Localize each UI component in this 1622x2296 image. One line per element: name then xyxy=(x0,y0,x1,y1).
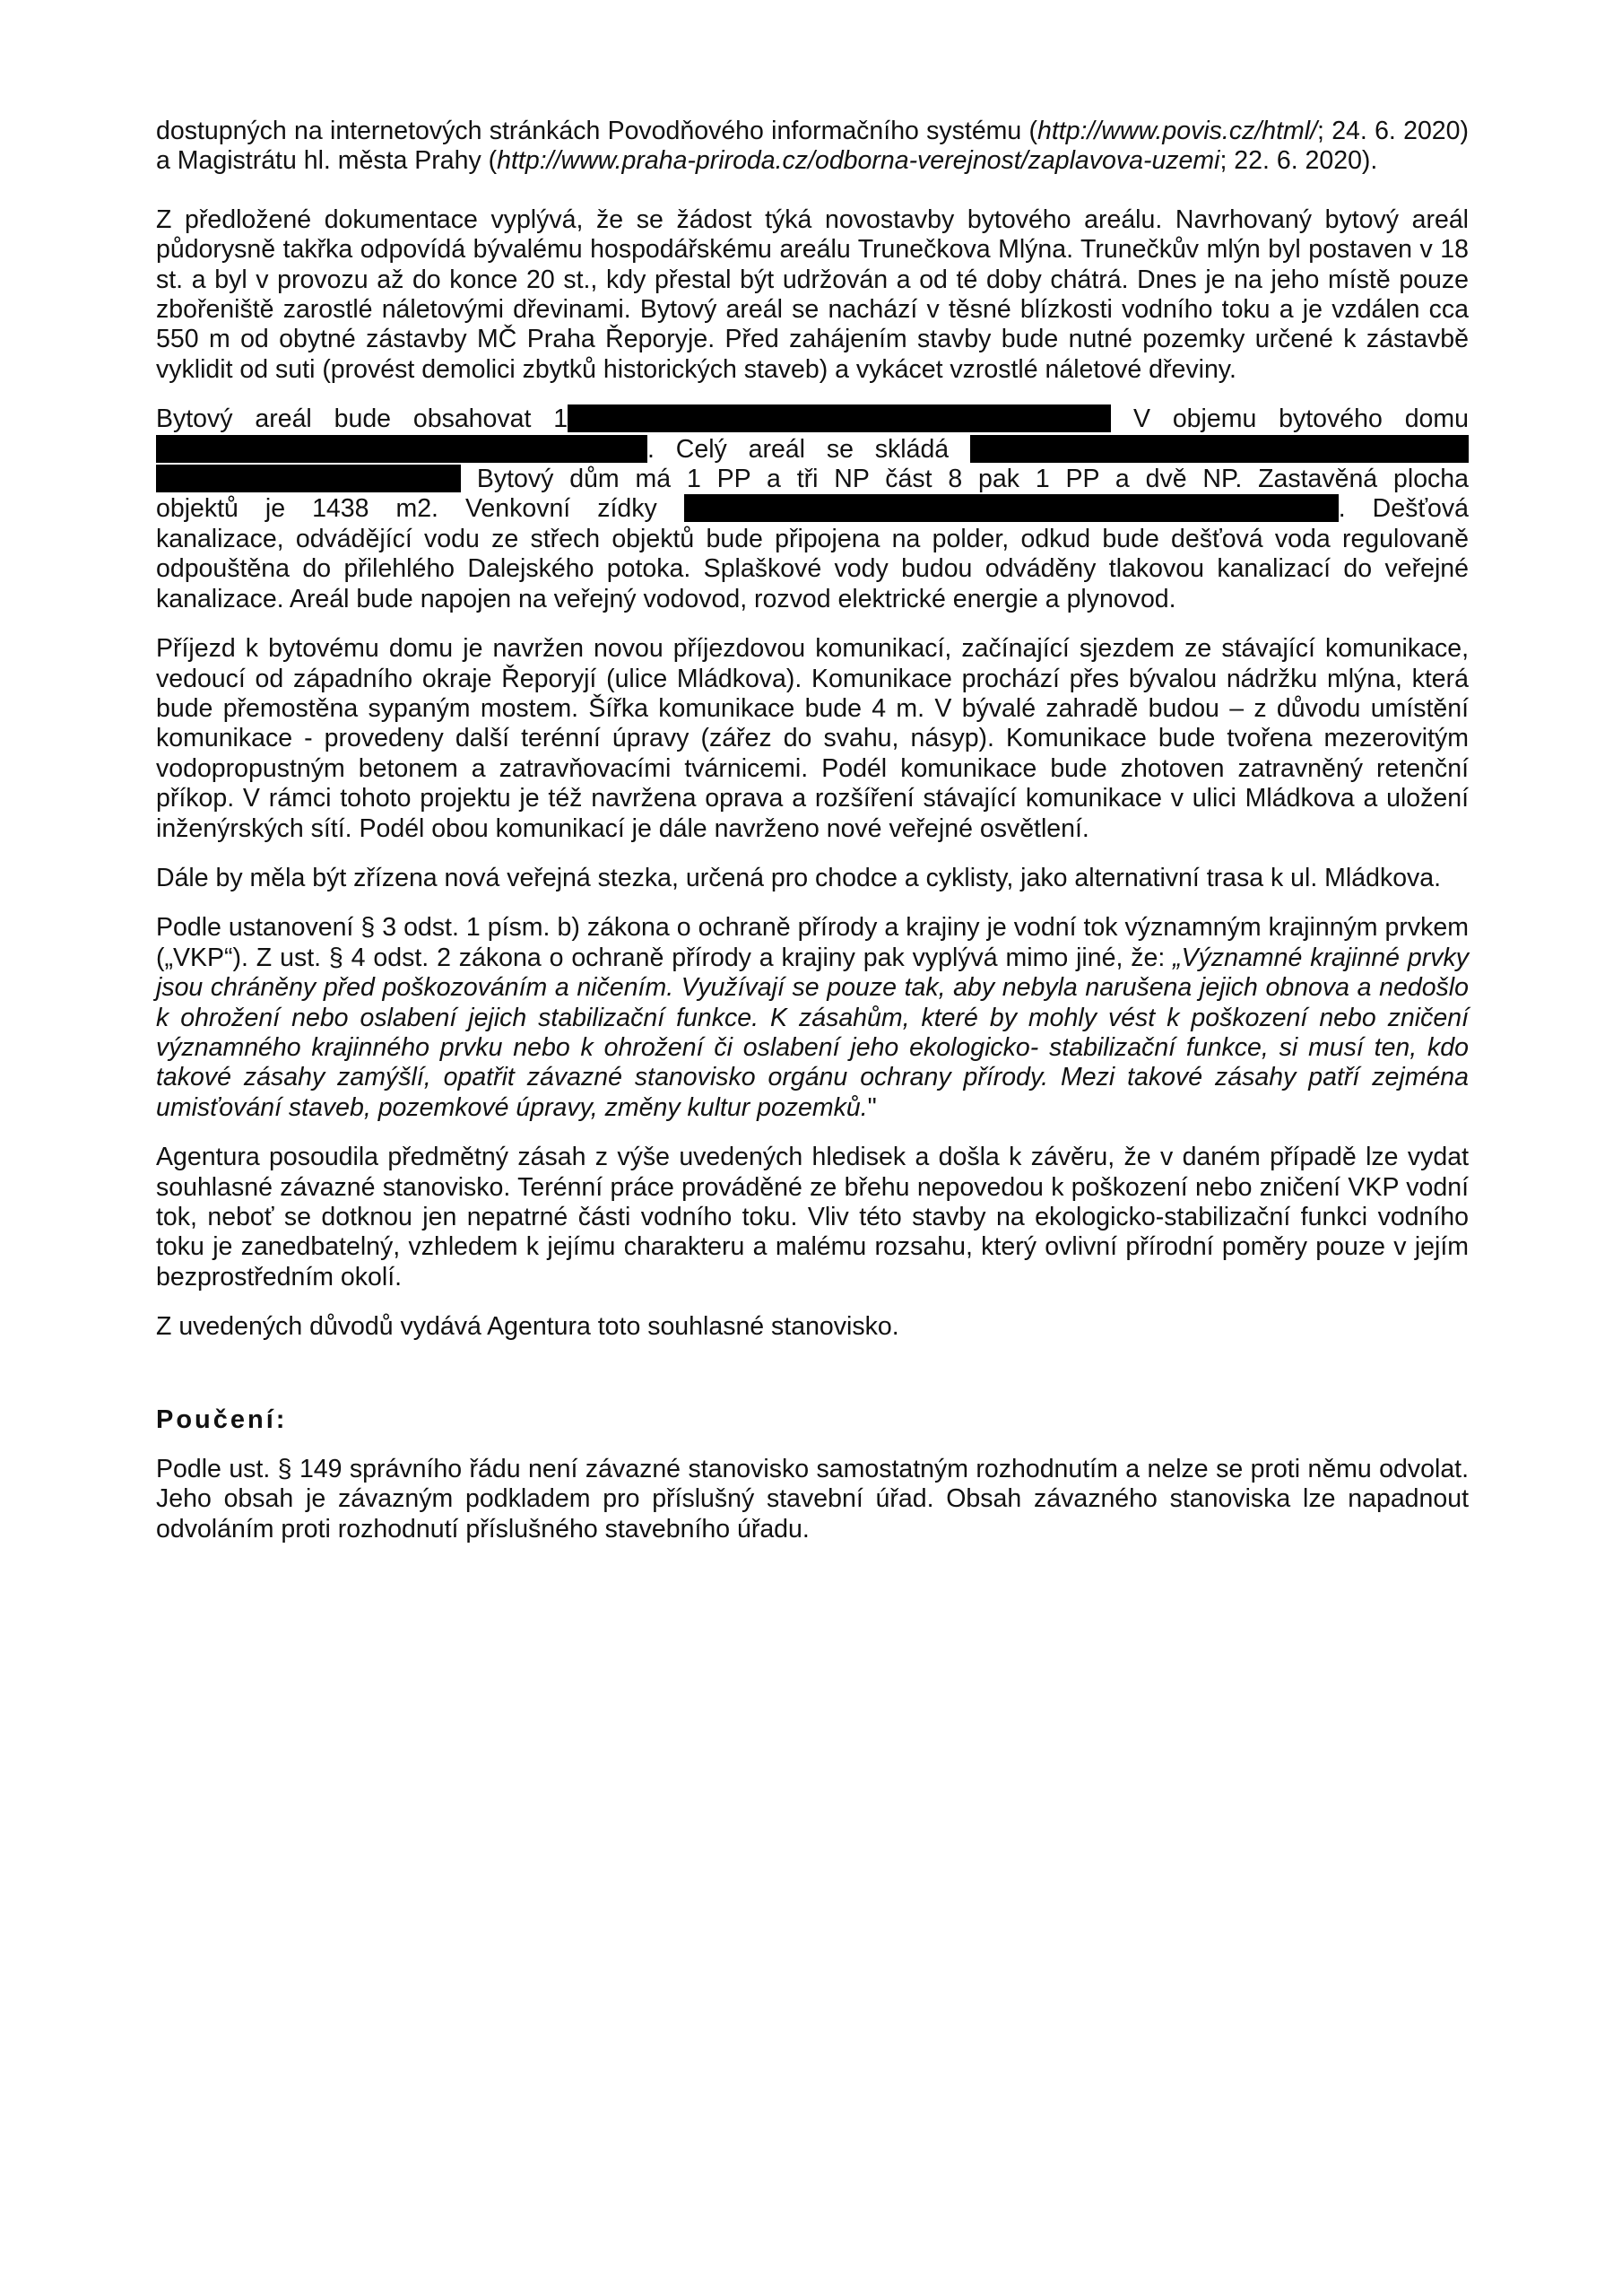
link-praha-priroda[interactable]: http://www.praha-priroda.cz/odborna-verejnost/zaplavova-uzemi xyxy=(497,146,1220,176)
paragraph-sources xyxy=(156,117,1469,177)
paragraph-access-road: Příjezd k bytovému domu je navržen novou příjezdovou komunikací, začínající sjezdem ze stávající komunikace, vedoucí od západního okraje Řeporyjí (ulice Mládkova). Komunikace prochází přes bývalou nádržku mlýna, která bude přemostěna sypaným mostem. Šířka komunikace bude 4 m. V bývalé zahradě budou – z důvodu umístění komunikace - provedeny další terénní úpravy (zářez do svahu, násyp). Komunikace bude tvořena mezerovitým vodopropustným betonem a zatravňovacími tvárnicemi. Podél komunikace bude zhotoven zatravněný retenční příkop. V rámci tohoto projektu je též navržena oprava a rozšíření stávající komunikace v ulici Mládkova a uložení inženýrských sítí. Podél obou komunikací je dále navrženo nové veřejné osvětlení. xyxy=(156,634,1469,843)
paragraph-project-description: Z předložené dokumentace vyplývá, že se žádost týká novostavby bytového areálu. Navrhovaný bytový areál půdorysně takřka odpovídá bývalému hospodářskému areálu Trunečkova Mlýna. Trunečkův mlýn byl postaven v 18 st. a byl v provozu až do konce 20 st., kdy přestal být udržován a od té doby chátrá. Dnes je na jeho místě pouze zbořeniště zarostlé náletovými dřevinami. Bytový areál se nachází v těsné blízkosti vodního toku a je vzdálen cca 550 m od obytné zástavby MČ Praha Řeporyje. Před zahájením stavby bude nutné pozemky určené k zástavbě vyklidit od suti (provést demolici zbytků historických staveb) a vykácet vzrostlé náletové dřeviny. xyxy=(156,204,1469,384)
text: " xyxy=(867,1092,877,1122)
paragraph-building-details xyxy=(156,404,1469,614)
redaction-block xyxy=(156,465,461,492)
document-page xyxy=(156,117,1469,1564)
text-line xyxy=(156,404,1469,434)
redaction-block xyxy=(568,404,1111,432)
paragraph-pouceni: Podle ust. § 149 správního řádu není závazné stanovisko samostatným rozhodnutím a nelze se proti němu odvolat. Jeho obsah je závazným podkladem pro příslušný stavební úřad. Obsah závazného stanoviska lze napadnout odvoláním proti rozhodnutí příslušného stavebního úřadu. xyxy=(156,1455,1469,1544)
text: ; 24. 6. 2020) a Magistrátu hl. města Prahy ( xyxy=(156,117,1470,176)
link-povis[interactable]: http://www.povis.cz/html/ xyxy=(1037,117,1318,145)
paragraph-assessment: Agentura posoudila předmětný zásah z výše uvedených hledisek a došla k závěru, že v daném případě lze vydat souhlasné závazné stanovisko. Terénní práce prováděné ze břehu nepovedou k poškození nebo zničení VKP vodní tok, neboť se dotknou jen nepatrné části vodního toku. Vliv této stavby na ekologicko-stabilizační funkci vodního toku je zanedbatelný, vzhledem k jejímu charakteru a malému rozsahu, který ovlivní přírodní poměry pouze v jejím bezprostředním okolí. xyxy=(156,1143,1469,1292)
text-line xyxy=(156,494,1469,524)
redaction-block xyxy=(684,494,1339,522)
paragraph-conclusion: Z uvedených důvodů vydává Agentura toto souhlasné stanovisko. xyxy=(156,1312,899,1342)
text: V objemu bytového domu xyxy=(1132,404,1469,434)
text: objektů je 1438 m2. Venkovní zídky xyxy=(156,494,657,524)
section-heading-pouceni: Poučení: xyxy=(156,1405,288,1434)
redaction-block xyxy=(156,435,647,463)
text: Podle ustanovení § 3 odst. 1 písm. b) zákona o ochraně přírody a krajiny je vodní tok významným krajinným prvkem („VKP“). Z ust. § 4 odst. 2 zákona o ochraně přírody a krajiny pak vyplývá mimo jiné, že: xyxy=(156,913,1469,972)
text-line xyxy=(156,465,1469,494)
text: ; 22. 6. 2020). xyxy=(1219,146,1378,176)
redaction-block xyxy=(970,435,1469,463)
text-line xyxy=(156,435,1469,465)
paragraph-legal-basis xyxy=(156,913,1469,1123)
text: Bytový dům má 1 PP a tři NP část 8 pak 1 PP a dvě NP. Zastavěná plocha xyxy=(476,465,1469,494)
text: . Dešťová xyxy=(1338,494,1469,524)
text: . Celý areál se skládá xyxy=(647,434,950,464)
text: Bytový areál bude obsahovat 1 xyxy=(156,404,568,434)
text: kanalizace, odvádějící vodu ze střech objektů bude připojena na polder, odkud bude dešťová voda regulovaně odpouštěna do přilehlého Dalejského potoka. Splaškové vody budou odváděny tlakovou kanalizací do veřejné kanalizace. Areál bude napojen na veřejný vodovod, rozvod elektrické energie a plynovod. xyxy=(156,524,1469,613)
legal-quote: „Významné krajinné prvky jsou chráněny před poškozováním a ničením. Využívají se pouze tak, aby nebyla narušena jejich obnova a nedošlo k ohrožení nebo oslabení jejich stabilizační funkce. K zásahům, které by mohly vést k poškození nebo zničení významného krajinného prvku nebo k ohrožení či oslabení jeho ekologicko- stabilizační funkce, si musí ten, kdo takové zásahy zamýšlí, opatřit závazné stanovisko orgánu ochrany přírody. Mezi takové zásahy patří zejména umisťování staveb, pozemkové úpravy, změny kultur pozemků. xyxy=(156,943,1469,1122)
paragraph-cycle-path: Dále by měla být zřízena nová veřejná stezka, určená pro chodce a cyklisty, jako alternativní trasa k ul. Mládkova. xyxy=(156,863,1442,892)
text: dostupných na internetových stránkách Povodňového informačního systému ( xyxy=(156,117,1038,145)
